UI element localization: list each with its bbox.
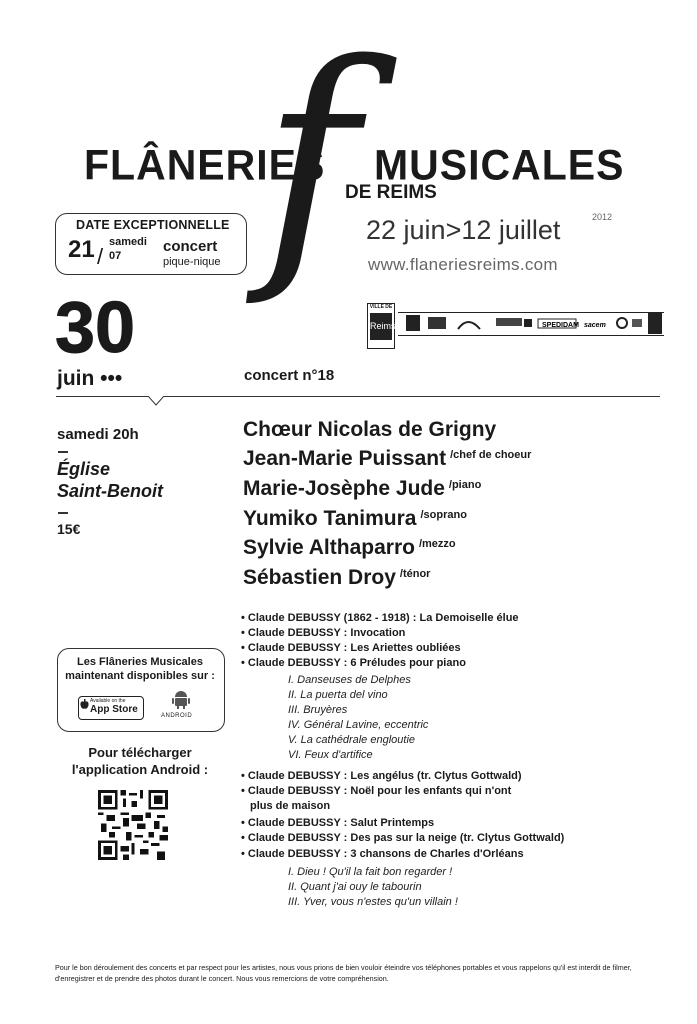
performer-role: /piano [448,479,482,491]
festival-title-right: MUSICALES [374,140,625,190]
program-item: • Claude DEBUSSY : Des pas sur la neige (tr. Clytus Gottwald) [241,832,565,844]
prelude-item: V. La cathédrale engloutie [288,734,415,746]
android-icon[interactable] [170,688,192,710]
special-date-concert: concert [163,238,218,255]
performer [243,507,467,531]
prelude-item: II. La puerta del vino [288,689,388,701]
svg-text:sacem: sacem [584,322,606,329]
prelude-item: IV. Général Lavine, eccentric [288,719,429,731]
program-item: • Claude DEBUSSY : 3 chansons de Charles d'Orléans [241,848,524,860]
performer [243,536,456,560]
android-label: ANDROID [161,713,193,719]
chanson-item: I. Dieu ! Qu'il la fait bon regarder ! [288,866,453,878]
sponsor-logos-strip [398,312,664,336]
performer [243,418,496,442]
f-logo-letter: f [262,9,359,311]
performer-name: Marie-Josèphe Jude [243,477,445,500]
performer [243,477,481,501]
performer-role: /mezzo [418,538,456,550]
app-text-line2: maintenant disponibles sur : [65,670,215,682]
download-text-line2: l'application Android : [71,762,209,777]
prelude-item: I. Danseuses de Delphes [288,674,411,686]
program-item: • Claude DEBUSSY : Noël pour les enfants qui n'ont [241,785,512,797]
festival-period: 22 juin>12 juillet [366,215,561,245]
festival-url[interactable]: www.flaneriesreims.com [368,255,558,274]
download-text-line1: Pour télécharger [88,745,192,760]
svg-text:SPEDIDAM: SPEDIDAM [542,322,579,329]
performer-name: Chœur Nicolas de Grigny [243,418,497,441]
program-item: • Claude DEBUSSY : 6 Préludes pour piano [241,657,466,669]
performer-name: Jean-Marie Puissant [243,447,447,470]
footer-notice: Pour le bon déroulement des concerts et par respect pour les artistes, nous vous prions de bien vouloir éteindre vos téléphones portables et vous rappelons qu'il est interdit de filmer, d'enregistrer et de prendre des photos durant le concert. Nous vous remercions de votre compréhension. [55,963,632,983]
program-item-continuation: plus de maison [250,800,331,812]
program-item: • Claude DEBUSSY : Salut Printemps [241,817,435,829]
special-date-type: pique-nique [163,256,221,268]
performer-name: Sylvie Althaparro [243,536,415,559]
special-date-weekday: samedi [109,236,147,248]
section-divider [56,396,660,397]
app-store-text: App Store [90,704,138,715]
special-date-month: 07 [109,250,122,262]
apple-icon [80,699,89,713]
city-logo-name: Reims [370,313,392,340]
divider-notch-icon [148,396,164,412]
program-item: • Claude DEBUSSY (1862 - 1918) : La Demoiselle élue [241,612,519,624]
festival-year: 2012 [592,212,613,222]
performer-role: /chef de choeur [450,449,532,461]
festival-subtitle: DE REIMS [345,182,437,203]
event-place-line2: Saint-Benoit [57,481,163,501]
app-text-line1: Les Flâneries Musicales [77,656,203,668]
event-price: 15€ [57,521,81,537]
special-date-day: 21 [68,236,95,263]
performer-name: Yumiko Tanimura [243,507,417,530]
event-month: juin ••• [57,367,123,390]
app-store-small-text: Available on the [90,698,126,704]
performer-role: /soprano [420,509,467,521]
performer-role: /ténor [399,568,431,580]
performer [243,447,531,471]
program-item: • Claude DEBUSSY : Les Ariettes oubliées [241,642,461,654]
prelude-item: III. Bruyères [288,704,348,716]
program-item: • Claude DEBUSSY : Invocation [241,627,406,639]
chanson-item: III. Yver, vous n'estes qu'un villain ! [288,896,458,908]
reims-city-logo [367,303,395,349]
qr-code-icon[interactable] [98,790,168,860]
event-place-line1: Église [57,459,111,479]
festival-title-left: FLÂNERIES [84,140,326,190]
chanson-item: II. Quant j'ai ouy le tabourin [288,881,422,893]
prelude-item: VI. Feux d'artifice [288,749,373,761]
sponsor-logos-icon [398,313,664,335]
event-day-number: 30 [55,288,136,368]
program-item: • Claude DEBUSSY : Les angélus (tr. Clytus Gottwald) [241,770,522,782]
dash-divider [58,451,68,453]
special-date-separator: / [97,244,104,269]
event-time: samedi 20h [57,426,139,443]
city-logo-top: VILLE DE [369,304,393,310]
special-date-label: DATE EXCEPTIONNELLE [76,218,230,232]
performer-name: Sébastien Droy [243,566,396,589]
concert-number: concert n°18 [244,367,335,384]
performer [243,566,430,590]
dash-divider [58,512,68,514]
